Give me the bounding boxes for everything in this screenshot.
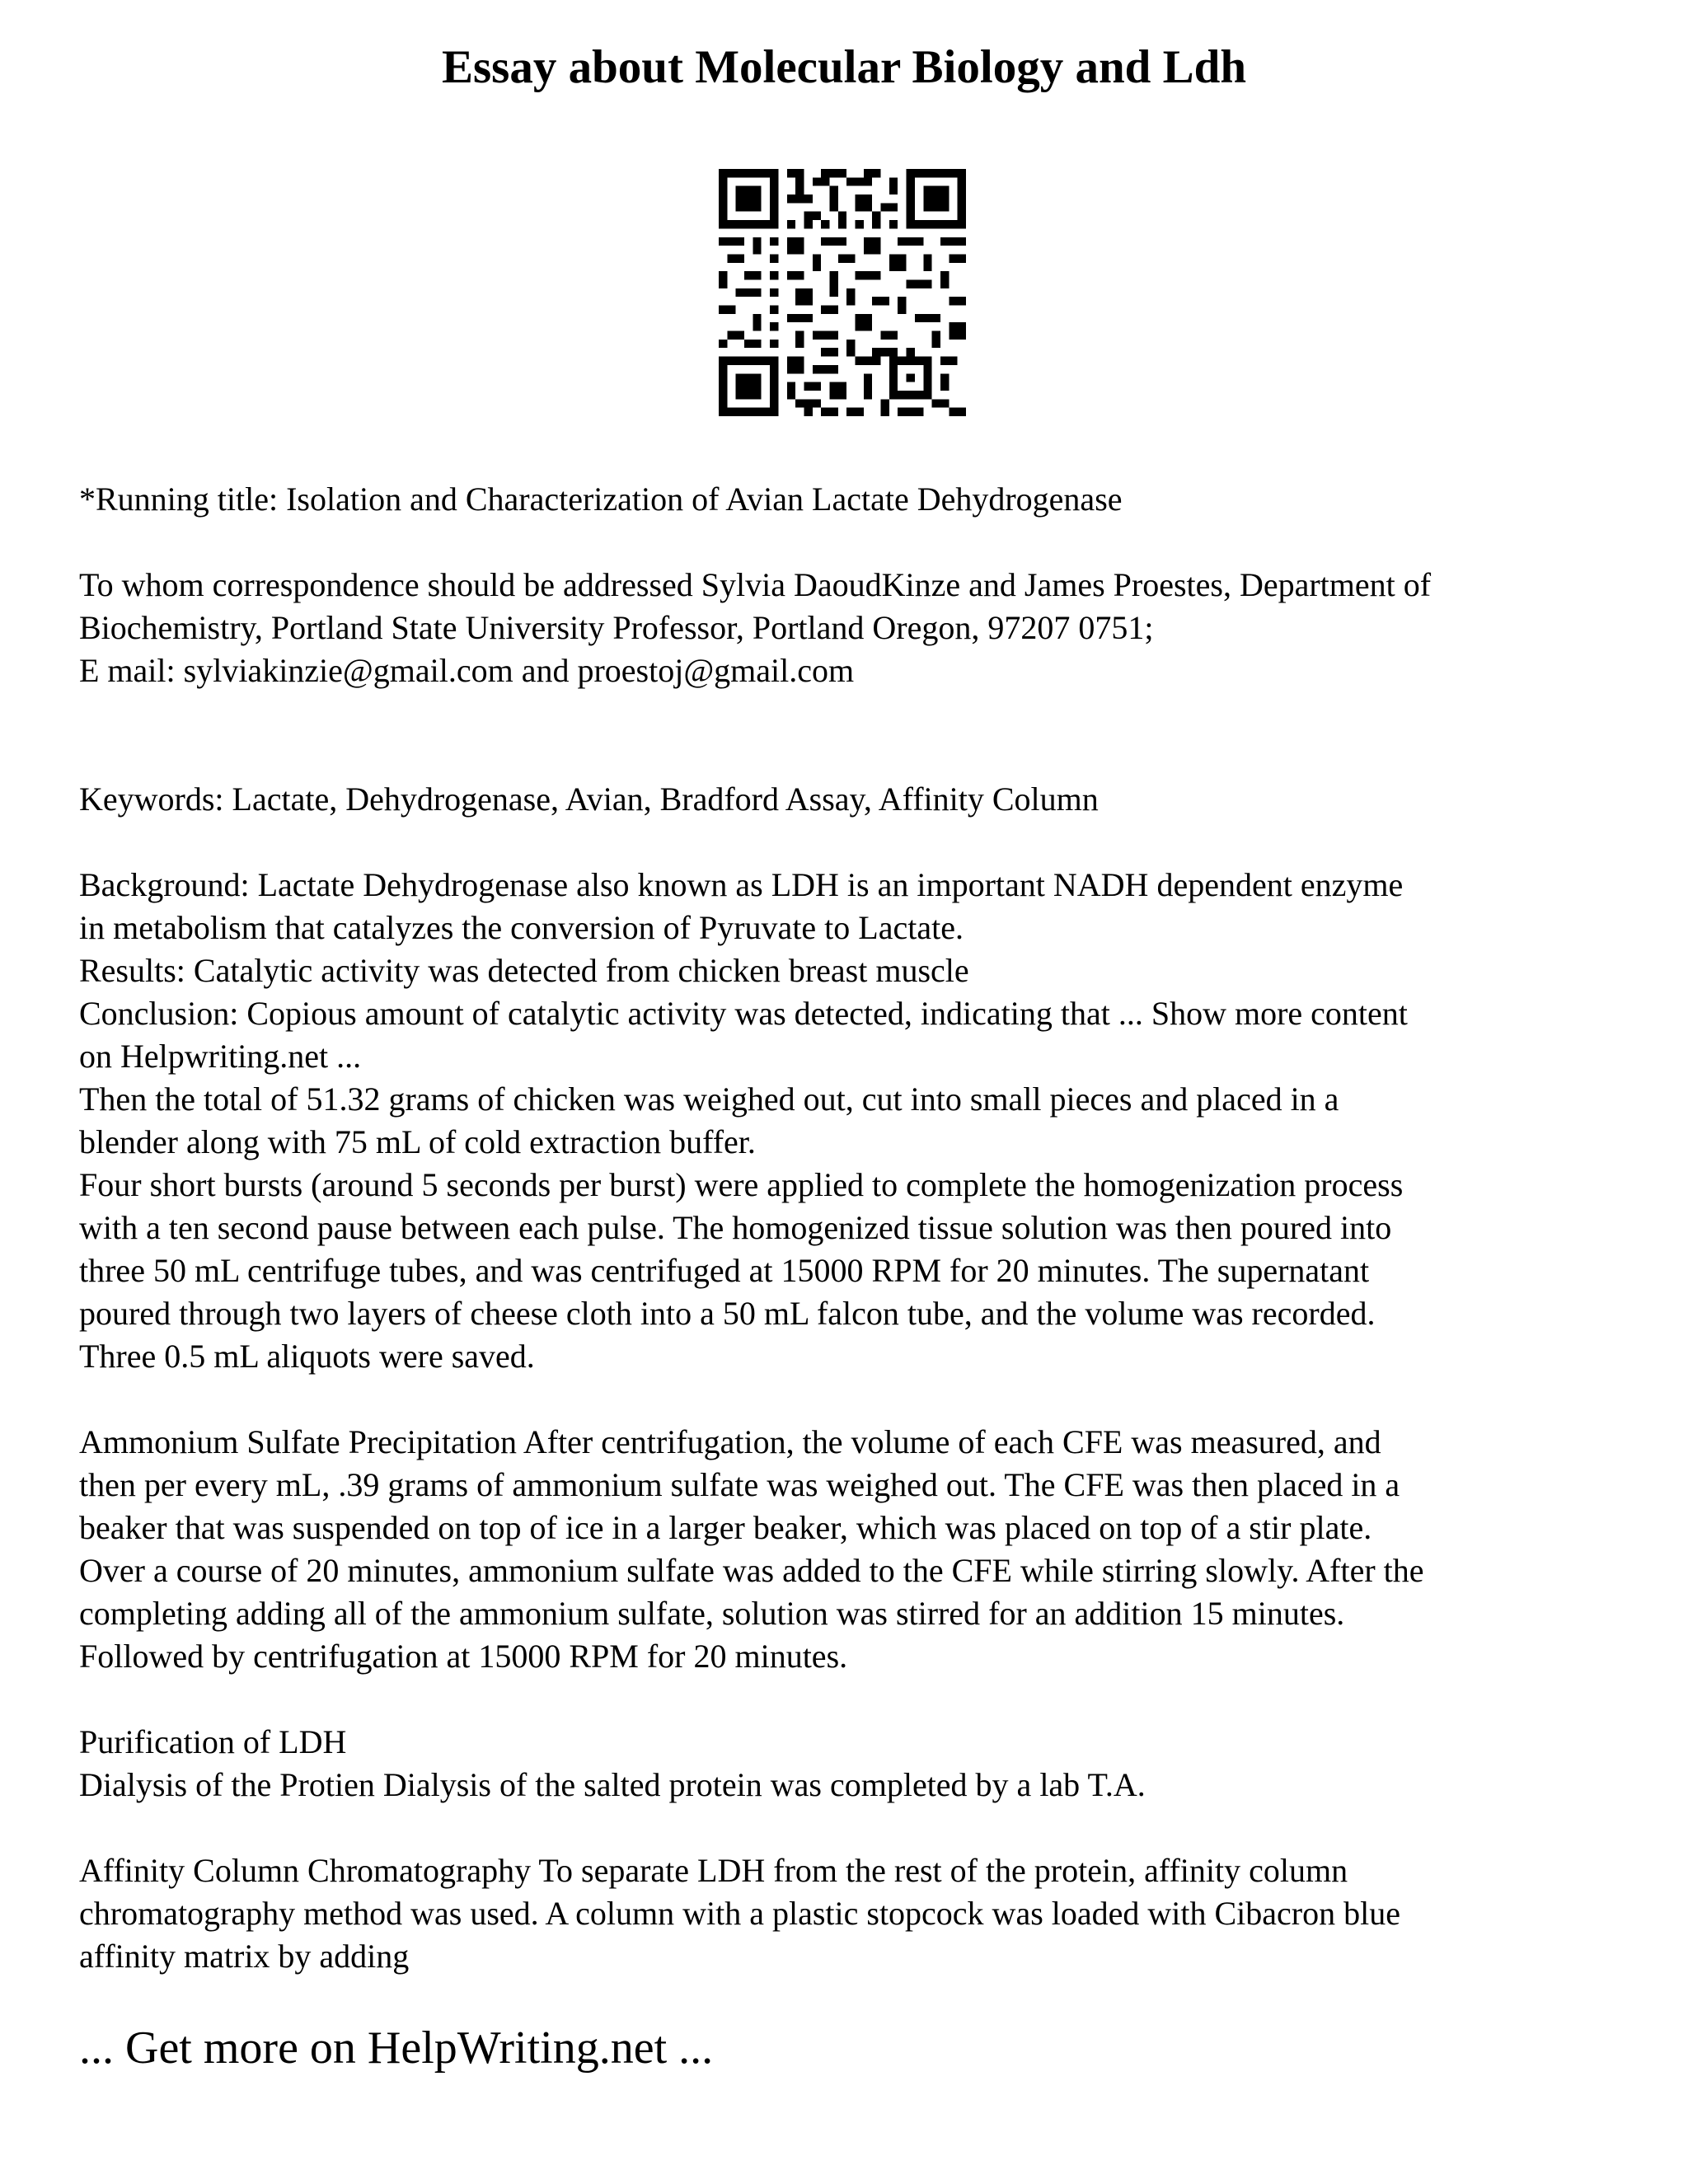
background-paragraph: Background: Lactate Dehydrogenase also known as LDH is an important NADH dependent enzyme in metabolism that catalyzes the conversion of Pyruvate to Lactate. Results: Catalytic activity was detected from chicken breast muscle Conclusion: Copious amount of catalytic activity was detected, indicating that ... Show more content on Helpwriting.net ... Then the total of 51.32 grams of chicken was weighed out, cut into small pieces and placed in a blender along with 75 mL of cold extraction buffer. Four short bursts (around 5 seconds per burst) were applied to complete the homogenization process with a ten second pause between each pulse. The homogenized tissue solution was then poured into three 50 mL centrifuge tubes, and was centrifuged at 15000 RPM for 20 minutes. The supernatant poured through two layers of cheese cloth into a 50 mL falcon tube, and the volume was recorded. Three 0.5 mL aliquots were saved. xyxy=(79,866,1408,1375)
purification-paragraph: Purification of LDH Dialysis of the Protien Dialysis of the salted protein was completed by a lab T.A. xyxy=(79,1723,1146,1803)
keywords-paragraph: Keywords: Lactate, Dehydrogenase, Avian, Bradford Assay, Affinity Column xyxy=(79,780,1099,818)
correspondence-paragraph: To whom correspondence should be addressed Sylvia DaoudKinze and James Proestes, Department of Biochemistry, Portland State University Professor, Portland Oregon, 97207 0751; E mail: sylviakinzie@gmail.com and proestoj@gmail.com xyxy=(79,566,1432,689)
ammonium-paragraph: Ammonium Sulfate Precipitation After centrifugation, the volume of each CFE was measured, and then per every mL, .39 grams of ammonium sulfate was weighed out. The CFE was then placed in a beaker that was suspended on top of ice in a larger beaker, which was placed on top of a stir plate. Over a course of 20 minutes, ammonium sulfate was added to the CFE while stirring slowly. After the completing adding all of the ammonium sulfate, solution was stirred for an addition 15 minutes. Followed by centrifugation at 15000 RPM for 20 minutes. xyxy=(79,1423,1424,1675)
running-title: *Running title: Isolation and Characterization of Avian Lactate Dehydrogenase xyxy=(79,480,1123,518)
document-title: Essay about Molecular Biology and Ldh xyxy=(441,41,1247,93)
qr-code-icon xyxy=(719,169,966,416)
get-more-link[interactable]: ... Get more on HelpWriting.net ... xyxy=(79,2022,714,2074)
affinity-paragraph: Affinity Column Chromatography To separate LDH from the rest of the protein, affinity column chromatography method was used. A column with a plastic stopcock was loaded with Cibacron blue affinity matrix by adding xyxy=(79,1852,1400,1975)
document-body xyxy=(79,478,1629,1978)
